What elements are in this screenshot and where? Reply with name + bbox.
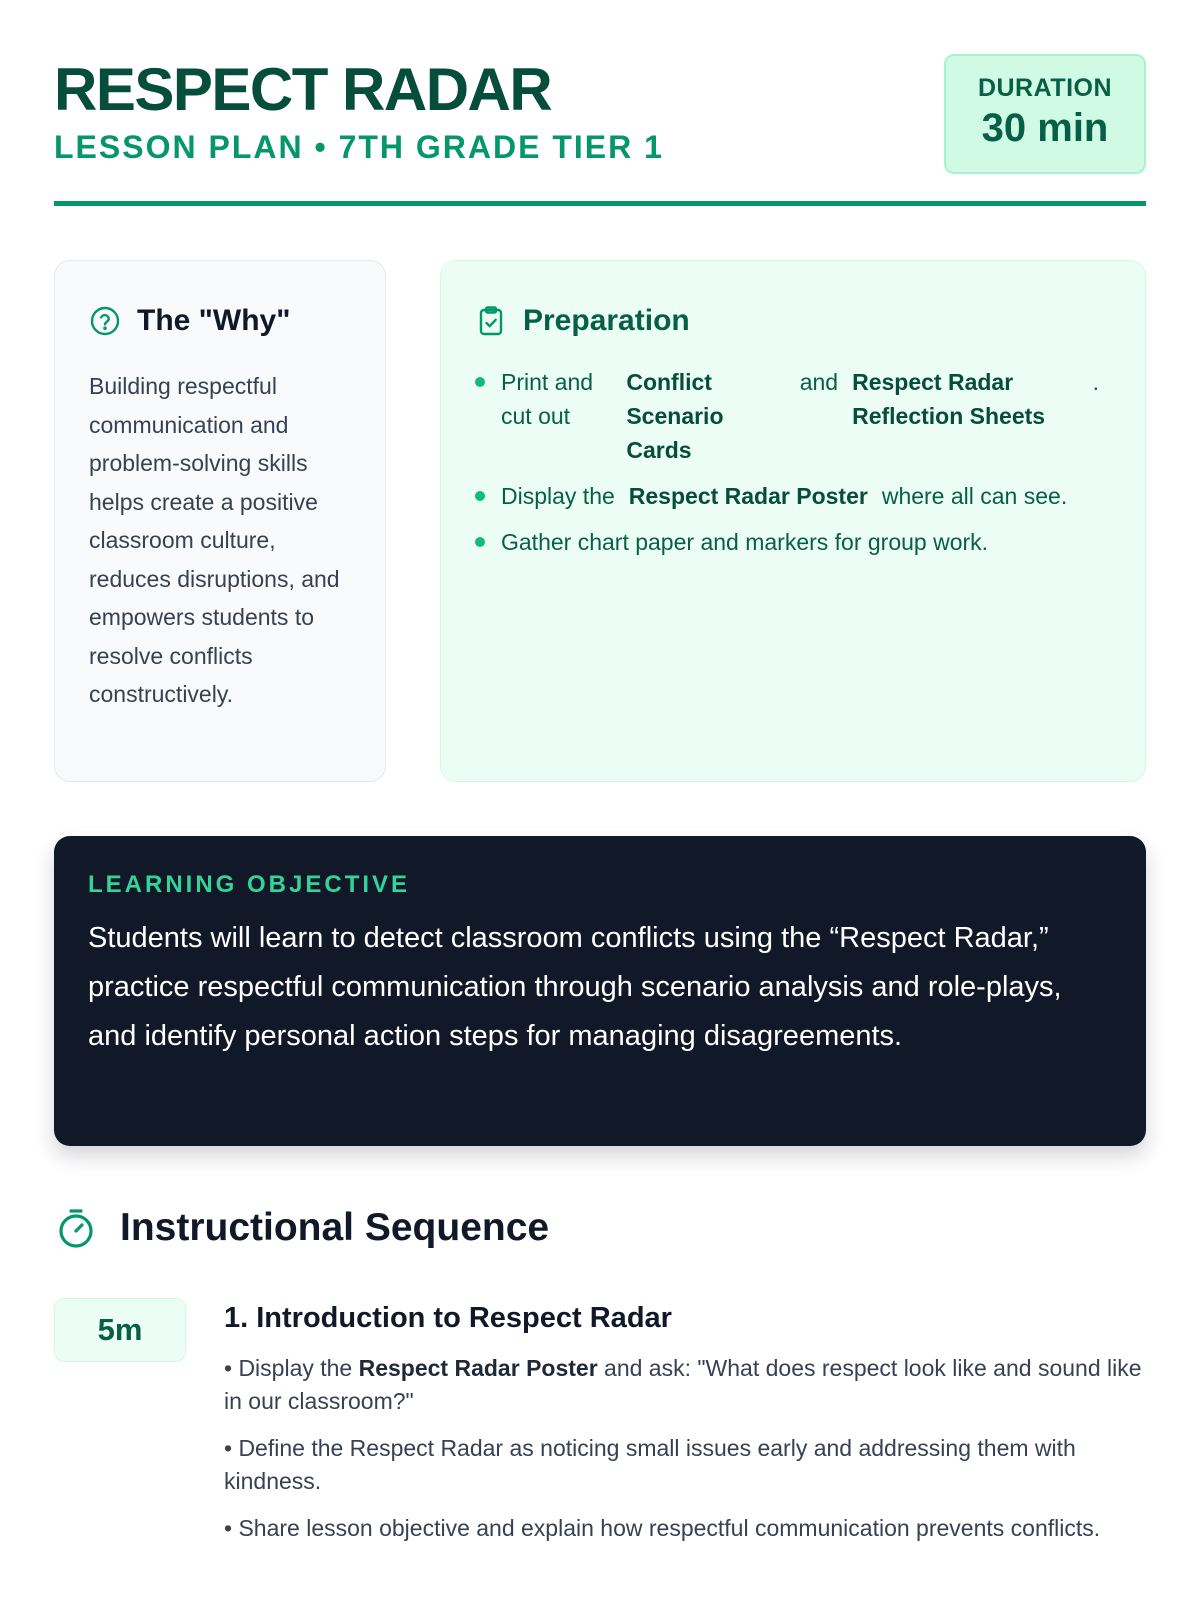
prep-item-text: and: [799, 369, 839, 395]
prep-item-text: Display the: [501, 483, 615, 509]
prep-item-material: Respect Radar Reflection Sheets: [852, 369, 1046, 429]
step-bullet-text: and ask: "What does respect look like and sound like in our classroom?": [224, 1355, 1142, 1414]
prep-item-material: Conflict Scenario Cards: [626, 369, 724, 463]
step-bullet-material: Respect Radar Poster: [358, 1355, 598, 1381]
step-body: [224, 1298, 1146, 1545]
sequence-step: [54, 1298, 1146, 1598]
learning-objective-text: Students will learn to detect classroom conflicts using the “Respect Radar,” practice respectful communication through scenario analysis and role-plays, and identify personal action steps for managing disagreements.: [88, 922, 1062, 1052]
list-item: [475, 365, 1113, 467]
why-card-text: Building respectful communication and problem-solving skills helps create a positive classroom culture, reduces disruptions, and empowers students to resolve conflicts constructively.: [89, 373, 340, 707]
step-title: 1. Introduction to Respect Radar: [224, 1302, 672, 1334]
page-title: RESPECT RADAR: [54, 56, 552, 123]
page-subtitle: LESSON PLAN • 7TH GRADE TIER 1: [54, 129, 664, 165]
preparation-card-title: Preparation: [523, 304, 690, 337]
step-bullet: [224, 1352, 1146, 1418]
learning-objective-label: LEARNING OBJECTIVE: [88, 871, 411, 898]
preparation-card: [440, 260, 1146, 782]
list-item: [475, 479, 1113, 513]
step-bullet-text: • Display the: [224, 1355, 359, 1381]
bullet-dot: [475, 377, 485, 387]
instructional-sequence-title: Instructional Sequence: [120, 1206, 550, 1249]
preparation-list: [475, 365, 1113, 559]
step-duration-badge: 5m: [54, 1298, 186, 1362]
why-card-header: [89, 301, 351, 341]
duration-badge: [944, 54, 1146, 174]
page-header: [54, 54, 1146, 206]
learning-objective-panel: [54, 836, 1146, 1146]
question-circle-icon: [89, 305, 121, 337]
bullet-dot: [475, 491, 485, 501]
prep-item-material: Respect Radar Poster: [628, 483, 868, 509]
preparation-card-header: [475, 301, 1113, 341]
overview-row: [54, 260, 1146, 782]
duration-value: 30 min: [981, 106, 1109, 150]
prep-item-text: where all can see.: [881, 483, 1068, 509]
why-card: [54, 260, 386, 782]
step-bullet: • Define the Respect Radar as noticing small issues early and addressing them with kindness.: [224, 1435, 1076, 1494]
duration-label: DURATION: [977, 74, 1113, 102]
prep-item-text: Print and cut out: [501, 369, 594, 429]
instructional-sequence-header: [54, 1204, 1146, 1252]
list-item: [475, 525, 1113, 559]
why-card-title: The "Why": [137, 304, 291, 337]
stopwatch-icon: [54, 1206, 98, 1250]
prep-item-text: .: [1092, 369, 1099, 395]
bullet-dot: [475, 537, 485, 547]
prep-item-text: Gather chart paper and markers for group work.: [501, 529, 989, 555]
clipboard-check-icon: [475, 305, 507, 337]
step-bullet: • Share lesson objective and explain how respectful communication prevents conflicts.: [224, 1515, 1101, 1541]
